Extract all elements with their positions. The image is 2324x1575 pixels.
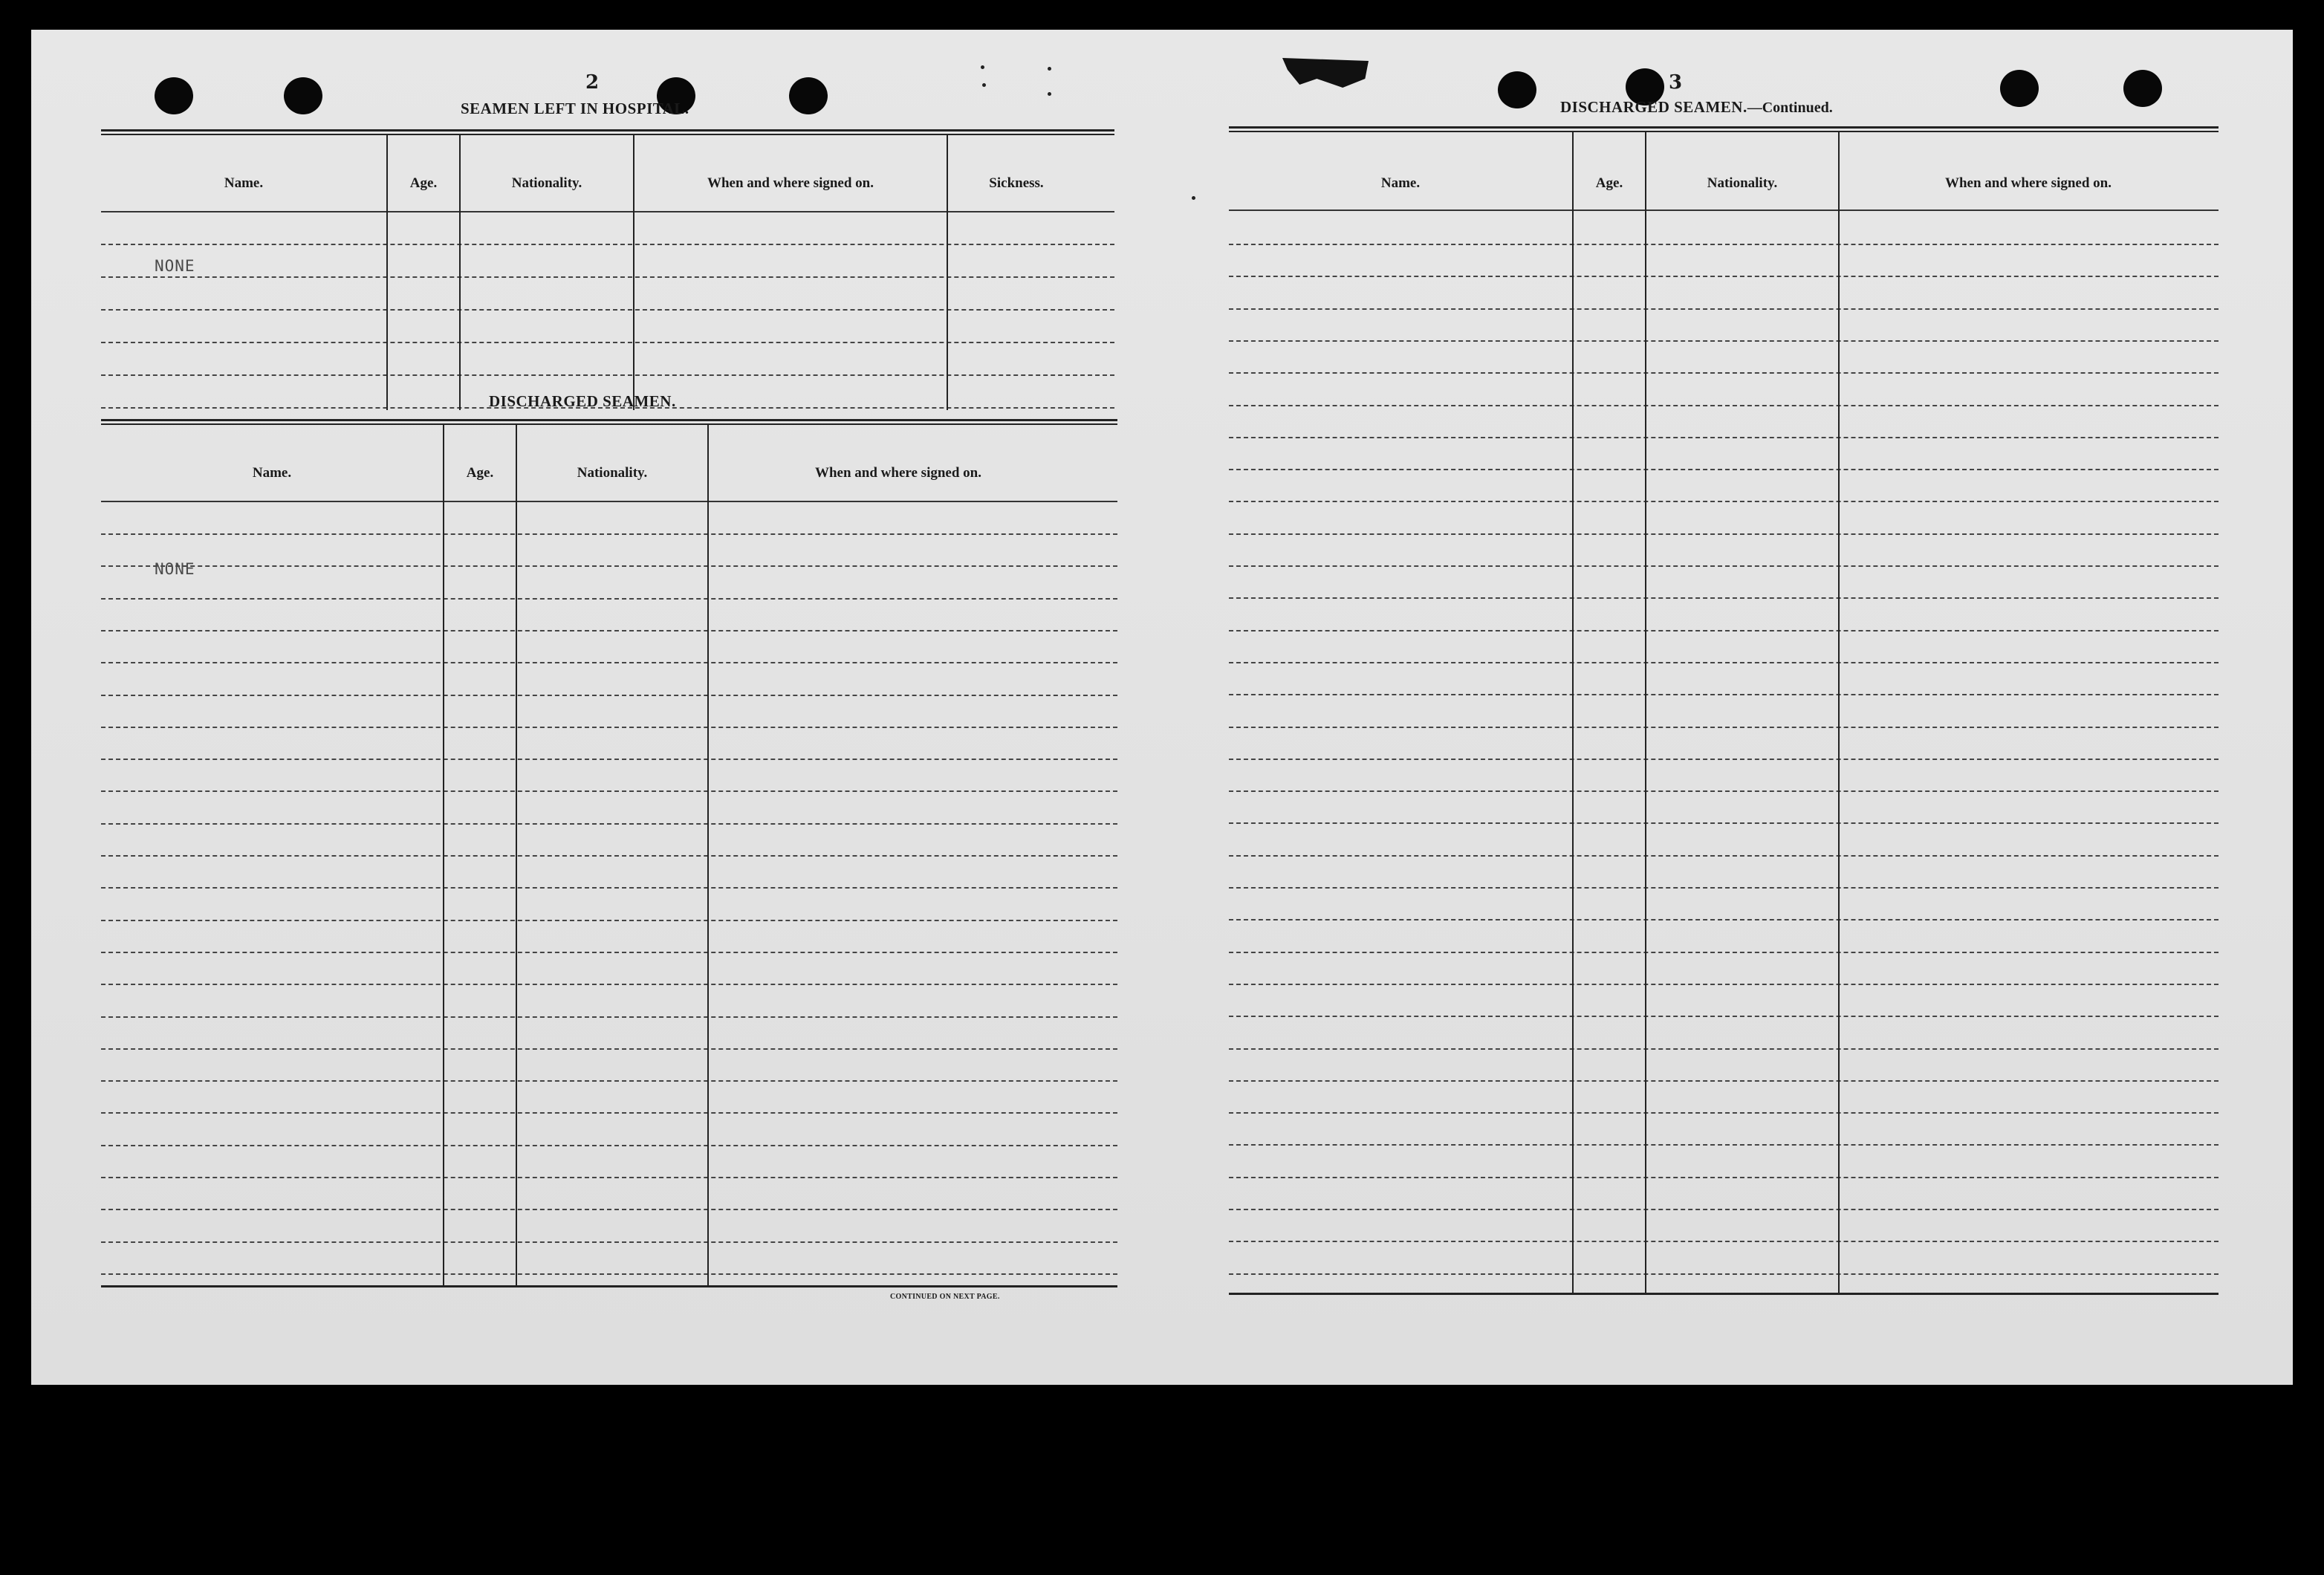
- row-divider: [101, 920, 1117, 921]
- punch-hole: [155, 77, 193, 114]
- table-bottom-rule: [1229, 1293, 2218, 1295]
- header-divider: [101, 211, 1114, 212]
- col-header-name: Name.: [224, 175, 264, 191]
- column-divider: [443, 425, 444, 1285]
- continued-note: CONTINUED ON NEXT PAGE.: [890, 1293, 1000, 1301]
- hospital-table: [101, 129, 1114, 416]
- row-divider: [1229, 565, 2218, 567]
- row-divider: [101, 598, 1117, 600]
- row-divider: [101, 790, 1117, 792]
- speck: [982, 83, 986, 87]
- row-divider: [101, 1209, 1117, 1210]
- row-divider: [101, 1273, 1117, 1275]
- row-divider: [1229, 759, 2218, 760]
- row-divider: [101, 1177, 1117, 1178]
- row-divider: [1229, 1112, 2218, 1114]
- column-divider: [516, 425, 517, 1285]
- table-top-rule: [101, 419, 1117, 425]
- row-divider: [101, 533, 1117, 535]
- header-divider: [101, 501, 1117, 502]
- row-divider: [101, 244, 1114, 245]
- column-divider: [1645, 132, 1646, 1293]
- row-divider: [101, 662, 1117, 663]
- punch-hole: [2123, 70, 2162, 107]
- row-divider: [101, 342, 1114, 343]
- row-divider: [1229, 694, 2218, 695]
- none-stamp: NONE: [155, 560, 195, 578]
- row-divider: [101, 1145, 1117, 1146]
- row-divider: [1229, 887, 2218, 889]
- table-top-rule: [101, 129, 1114, 135]
- column-divider: [633, 135, 634, 410]
- none-stamp: NONE: [155, 257, 195, 275]
- row-divider: [101, 630, 1117, 631]
- col-header-signed-on: When and where signed on.: [707, 175, 874, 191]
- page-number-right: 3: [1669, 71, 1683, 94]
- discharged-section-title: DISCHARGED SEAMEN.: [489, 392, 676, 410]
- row-divider: [101, 759, 1117, 760]
- col-header-nationality: Nationality.: [1707, 175, 1778, 191]
- ink-blot: [1282, 58, 1369, 88]
- row-divider: [1229, 1144, 2218, 1146]
- column-divider: [386, 135, 388, 410]
- col-header-nationality: Nationality.: [511, 175, 582, 191]
- row-divider: [1229, 469, 2218, 470]
- column-divider: [947, 135, 948, 410]
- col-header-sickness: Sickness.: [989, 175, 1044, 191]
- row-divider: [101, 374, 1114, 376]
- row-divider: [101, 565, 1117, 567]
- table-top-rule: [1229, 126, 2218, 132]
- row-divider: [1229, 597, 2218, 599]
- col-header-age: Age.: [409, 175, 438, 191]
- row-divider: [101, 1048, 1117, 1050]
- column-divider: [1838, 132, 1840, 1293]
- row-divider: [1229, 308, 2218, 310]
- row-divider: [101, 1016, 1117, 1018]
- row-divider: [1229, 372, 2218, 374]
- punch-hole: [2000, 70, 2039, 107]
- discharged-table-left: [101, 419, 1117, 1318]
- speck: [981, 65, 984, 69]
- row-divider: [101, 855, 1117, 857]
- row-divider: [101, 1241, 1117, 1243]
- col-header-age: Age.: [1595, 175, 1623, 191]
- title-text: DISCHARGED SEAMEN.: [1560, 98, 1747, 116]
- hospital-section-title: SEAMEN LEFT IN HOSPITAL.: [461, 100, 689, 117]
- title-suffix: —Continued.: [1747, 100, 1833, 116]
- header-divider: [1229, 210, 2218, 211]
- row-divider: [1229, 1241, 2218, 1242]
- row-divider: [1229, 1177, 2218, 1178]
- table-bottom-rule: [101, 1285, 1117, 1287]
- row-divider: [1229, 276, 2218, 277]
- row-divider: [1229, 662, 2218, 663]
- row-divider: [1229, 1209, 2218, 1210]
- row-divider: [101, 309, 1114, 311]
- row-divider: [101, 823, 1117, 825]
- speck: [1192, 196, 1195, 200]
- row-divider: [101, 1080, 1117, 1082]
- row-divider: [1229, 855, 2218, 857]
- column-divider: [459, 135, 461, 410]
- col-header-signed-on: When and where signed on.: [1944, 175, 2112, 191]
- row-divider: [101, 695, 1117, 696]
- row-divider: [1229, 727, 2218, 728]
- column-divider: [707, 425, 709, 1285]
- row-divider: [1229, 437, 2218, 438]
- speck: [1048, 67, 1051, 71]
- row-divider: [1229, 630, 2218, 631]
- row-divider: [1229, 1080, 2218, 1082]
- col-header-name: Name.: [1380, 175, 1421, 191]
- discharged-continued-title: [1560, 98, 1833, 117]
- row-divider: [1229, 822, 2218, 824]
- discharged-table-right: [1229, 126, 2218, 1322]
- punch-hole: [1498, 71, 1536, 108]
- row-divider: [1229, 1273, 2218, 1275]
- row-divider: [101, 887, 1117, 889]
- punch-hole: [284, 77, 322, 114]
- row-divider: [101, 276, 1114, 278]
- row-divider: [1229, 1048, 2218, 1050]
- column-divider: [1572, 132, 1574, 1293]
- row-divider: [1229, 790, 2218, 792]
- row-divider: [1229, 501, 2218, 502]
- row-divider: [1229, 533, 2218, 535]
- row-divider: [1229, 984, 2218, 985]
- speck: [1048, 92, 1051, 96]
- col-header-name: Name.: [252, 465, 292, 481]
- row-divider: [1229, 952, 2218, 953]
- col-header-signed-on: When and where signed on.: [814, 465, 981, 481]
- row-divider: [1229, 919, 2218, 920]
- col-header-age: Age.: [466, 465, 494, 481]
- row-divider: [1229, 1016, 2218, 1017]
- row-divider: [1229, 244, 2218, 245]
- row-divider: [101, 1112, 1117, 1114]
- row-divider: [1229, 405, 2218, 406]
- row-divider: [101, 727, 1117, 728]
- row-divider: [101, 984, 1117, 985]
- col-header-nationality: Nationality.: [577, 465, 648, 481]
- row-divider: [1229, 340, 2218, 342]
- document-sheet: [31, 30, 2293, 1385]
- row-divider: [101, 952, 1117, 953]
- punch-hole: [789, 77, 828, 114]
- page-number-left: 2: [585, 71, 600, 94]
